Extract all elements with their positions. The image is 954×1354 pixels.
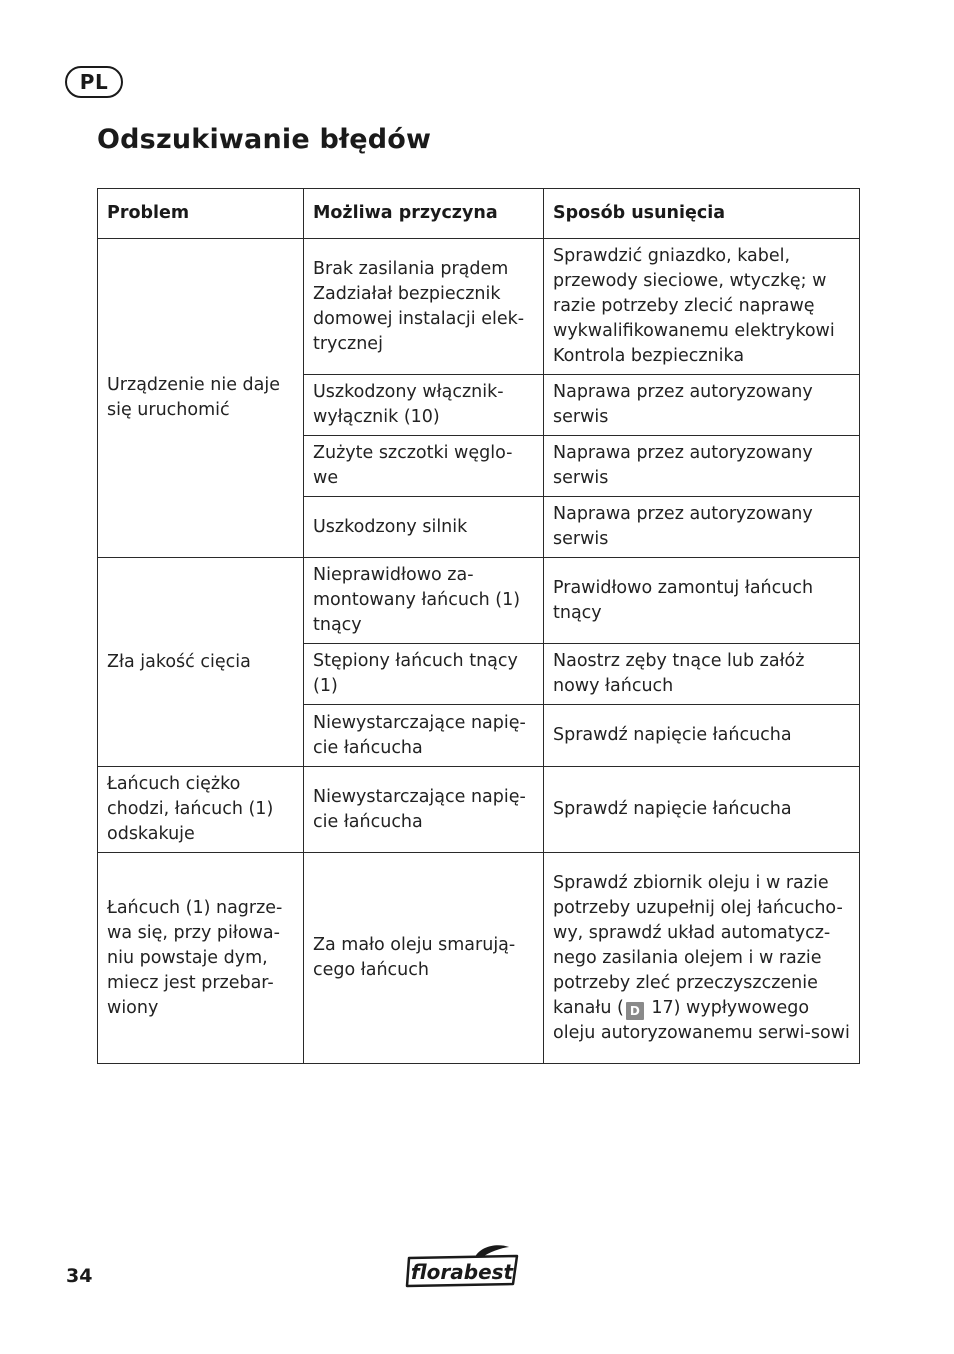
troubleshooting-table	[97, 188, 860, 1064]
page-number: 34	[66, 1265, 93, 1287]
cause-cell: Brak zasilania prądem Zadziałał bezpiecznik domowej instalacji elek-trycznej	[304, 239, 544, 375]
language-code: PL	[79, 70, 109, 94]
remedy-text-after: 17) wypływowego oleju autoryzowanemu serwi-sowi	[553, 997, 850, 1043]
cause-cell: Stępiony łańcuch tnący (1)	[304, 644, 544, 705]
problem-cell: Zła jakość cięcia	[98, 558, 304, 767]
remedy-cell: Sprawdź napięcie łańcucha	[544, 767, 860, 853]
cause-cell: Zużyte szczotki węglo-we	[304, 436, 544, 497]
cause-cell: Uszkodzony silnik	[304, 497, 544, 558]
cause-cell: Nieprawidłowo za-montowany łańcuch (1) tnący	[304, 558, 544, 644]
cause-cell: Niewystarczające napię-cie łańcucha	[304, 767, 544, 853]
cause-cell: Niewystarczające napię-cie łańcucha	[304, 705, 544, 767]
table-row	[98, 558, 860, 644]
remedy-cell: Naprawa przez autoryzowany serwis	[544, 375, 860, 436]
table-row	[98, 853, 860, 1064]
remedy-cell: Naostrz zęby tnące lub załóż nowy łańcuch	[544, 644, 860, 705]
header-cause: Możliwa przyczyna	[304, 189, 544, 239]
page-title: Odszukiwanie błędów	[97, 124, 432, 155]
figure-d-icon: D	[626, 1002, 644, 1020]
logo-text: florabest	[410, 1260, 514, 1284]
problem-cell: Łańcuch (1) nagrze-wa się, przy piłowa-niu powstaje dym, miecz jest przebar-wiony	[98, 853, 304, 1064]
header-problem: Problem	[98, 189, 304, 239]
cause-cell: Uszkodzony włącznik-wyłącznik (10)	[304, 375, 544, 436]
remedy-cell: Sprawdzić gniazdko, kabel, przewody sieciowe, wtyczkę; w razie potrzeby zlecić naprawę wykwalifikowanemu elektrykowi Kontrola bezpiecznika	[544, 239, 860, 375]
table-row	[98, 239, 860, 375]
table-row	[98, 767, 860, 853]
cause-cell: Za mało oleju smarują-cego łańcuch	[304, 853, 544, 1064]
problem-cell: Łańcuch ciężko chodzi, łańcuch (1) odskakuje	[98, 767, 304, 853]
florabest-logo	[405, 1244, 521, 1288]
header-remedy: Sposób usunięcia	[544, 189, 860, 239]
table-header-row	[98, 189, 860, 239]
remedy-cell: Prawidłowo zamontuj łańcuch tnący	[544, 558, 860, 644]
remedy-cell: Naprawa przez autoryzowany serwis	[544, 497, 860, 558]
remedy-cell: Sprawdź napięcie łańcucha	[544, 705, 860, 767]
problem-cell: Urządzenie nie daje się uruchomić	[98, 239, 304, 558]
remedy-cell: Naprawa przez autoryzowany serwis	[544, 436, 860, 497]
remedy-text-before: Sprawdź zbiornik oleju i w razie potrzeby uzupełnij olej łańcucho-wy, sprawdź układ automatycz-nego zasilania olejem i w razie potrzeby zleć przeczyszczenie kanału (	[553, 872, 843, 1018]
language-badge	[65, 66, 123, 98]
remedy-cell	[544, 853, 860, 1064]
